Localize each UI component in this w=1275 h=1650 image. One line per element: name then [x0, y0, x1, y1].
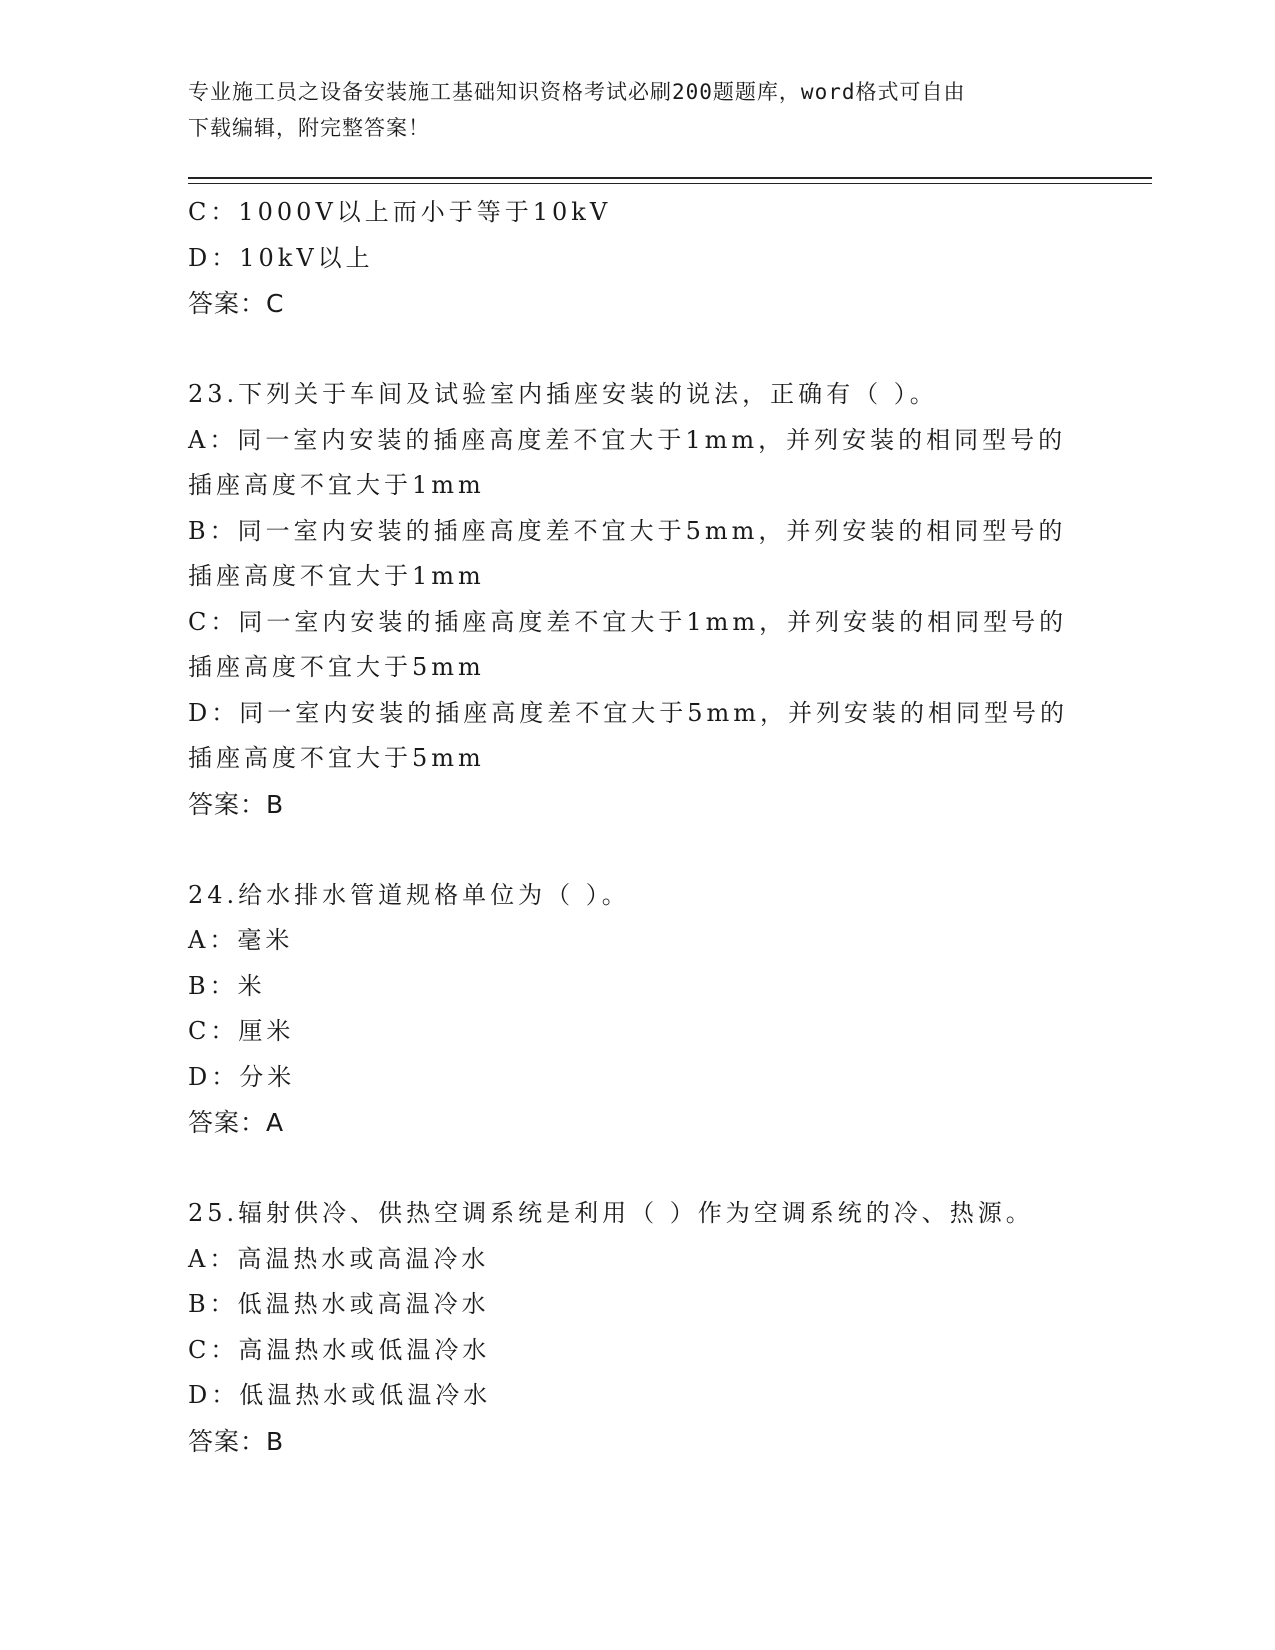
option-d: D：10kV以上 — [188, 243, 374, 272]
question-stem: 25.辐射供冷、供热空调系统是利用（ ）作为空调系统的冷、热源。 — [188, 1199, 1034, 1227]
answer-line: 答案：A — [188, 1108, 285, 1137]
document-header — [188, 74, 1068, 146]
option-c: C：1000V以上而小于等于10kV — [188, 198, 612, 226]
option-c: C：厘米 — [188, 1017, 295, 1045]
question-list — [188, 190, 1088, 1464]
option-d: D：同一室内安装的插座高度差不宜大于5mm，并列安装的相同型号的 — [188, 698, 1069, 727]
option-c-cont: 插座高度不宜大于5mm — [188, 653, 485, 681]
question-block — [188, 1191, 1088, 1464]
answer-line: 答案：C — [188, 289, 285, 318]
header-rule — [188, 183, 1152, 184]
option-c: C：同一室内安装的插座高度差不宜大于1mm，并列安装的相同型号的 — [188, 607, 1068, 636]
question-block — [188, 372, 1088, 827]
option-d-cont: 插座高度不宜大于5mm — [188, 744, 485, 772]
option-a: A：毫米 — [188, 926, 294, 954]
question-block — [188, 873, 1088, 1146]
option-c: C：高温热水或低温冷水 — [188, 1335, 491, 1364]
option-a-cont: 插座高度不宜大于1mm — [188, 471, 485, 499]
option-b: B：米 — [188, 971, 266, 1000]
question-stem: 23.下列关于车间及试验室内插座安装的说法，正确有（ ）。 — [188, 380, 938, 408]
option-b: B：低温热水或高温冷水 — [188, 1290, 490, 1318]
answer-line: 答案：B — [188, 1426, 285, 1456]
option-a: A：同一室内安装的插座高度差不宜大于1mm，并列安装的相同型号的 — [188, 425, 1067, 454]
option-d: D：分米 — [188, 1062, 296, 1091]
option-d: D：低温热水或低温冷水 — [188, 1381, 492, 1409]
option-b: B：同一室内安装的插座高度差不宜大于5mm，并列安装的相同型号的 — [188, 516, 1067, 545]
header-rule — [188, 177, 1152, 179]
option-b-cont: 插座高度不宜大于1mm — [188, 562, 485, 590]
answer-line: 答案：B — [188, 789, 285, 819]
header-line: 专业施工员之设备安装施工基础知识资格考试必刷200题题库，word格式可自由 — [188, 80, 966, 104]
question-block — [188, 190, 1088, 327]
option-a: A：高温热水或高温冷水 — [188, 1244, 490, 1273]
question-stem: 24.给水排水管道规格单位为（ ）。 — [188, 880, 630, 909]
header-line: 下载编辑，附完整答案！ — [188, 116, 430, 140]
